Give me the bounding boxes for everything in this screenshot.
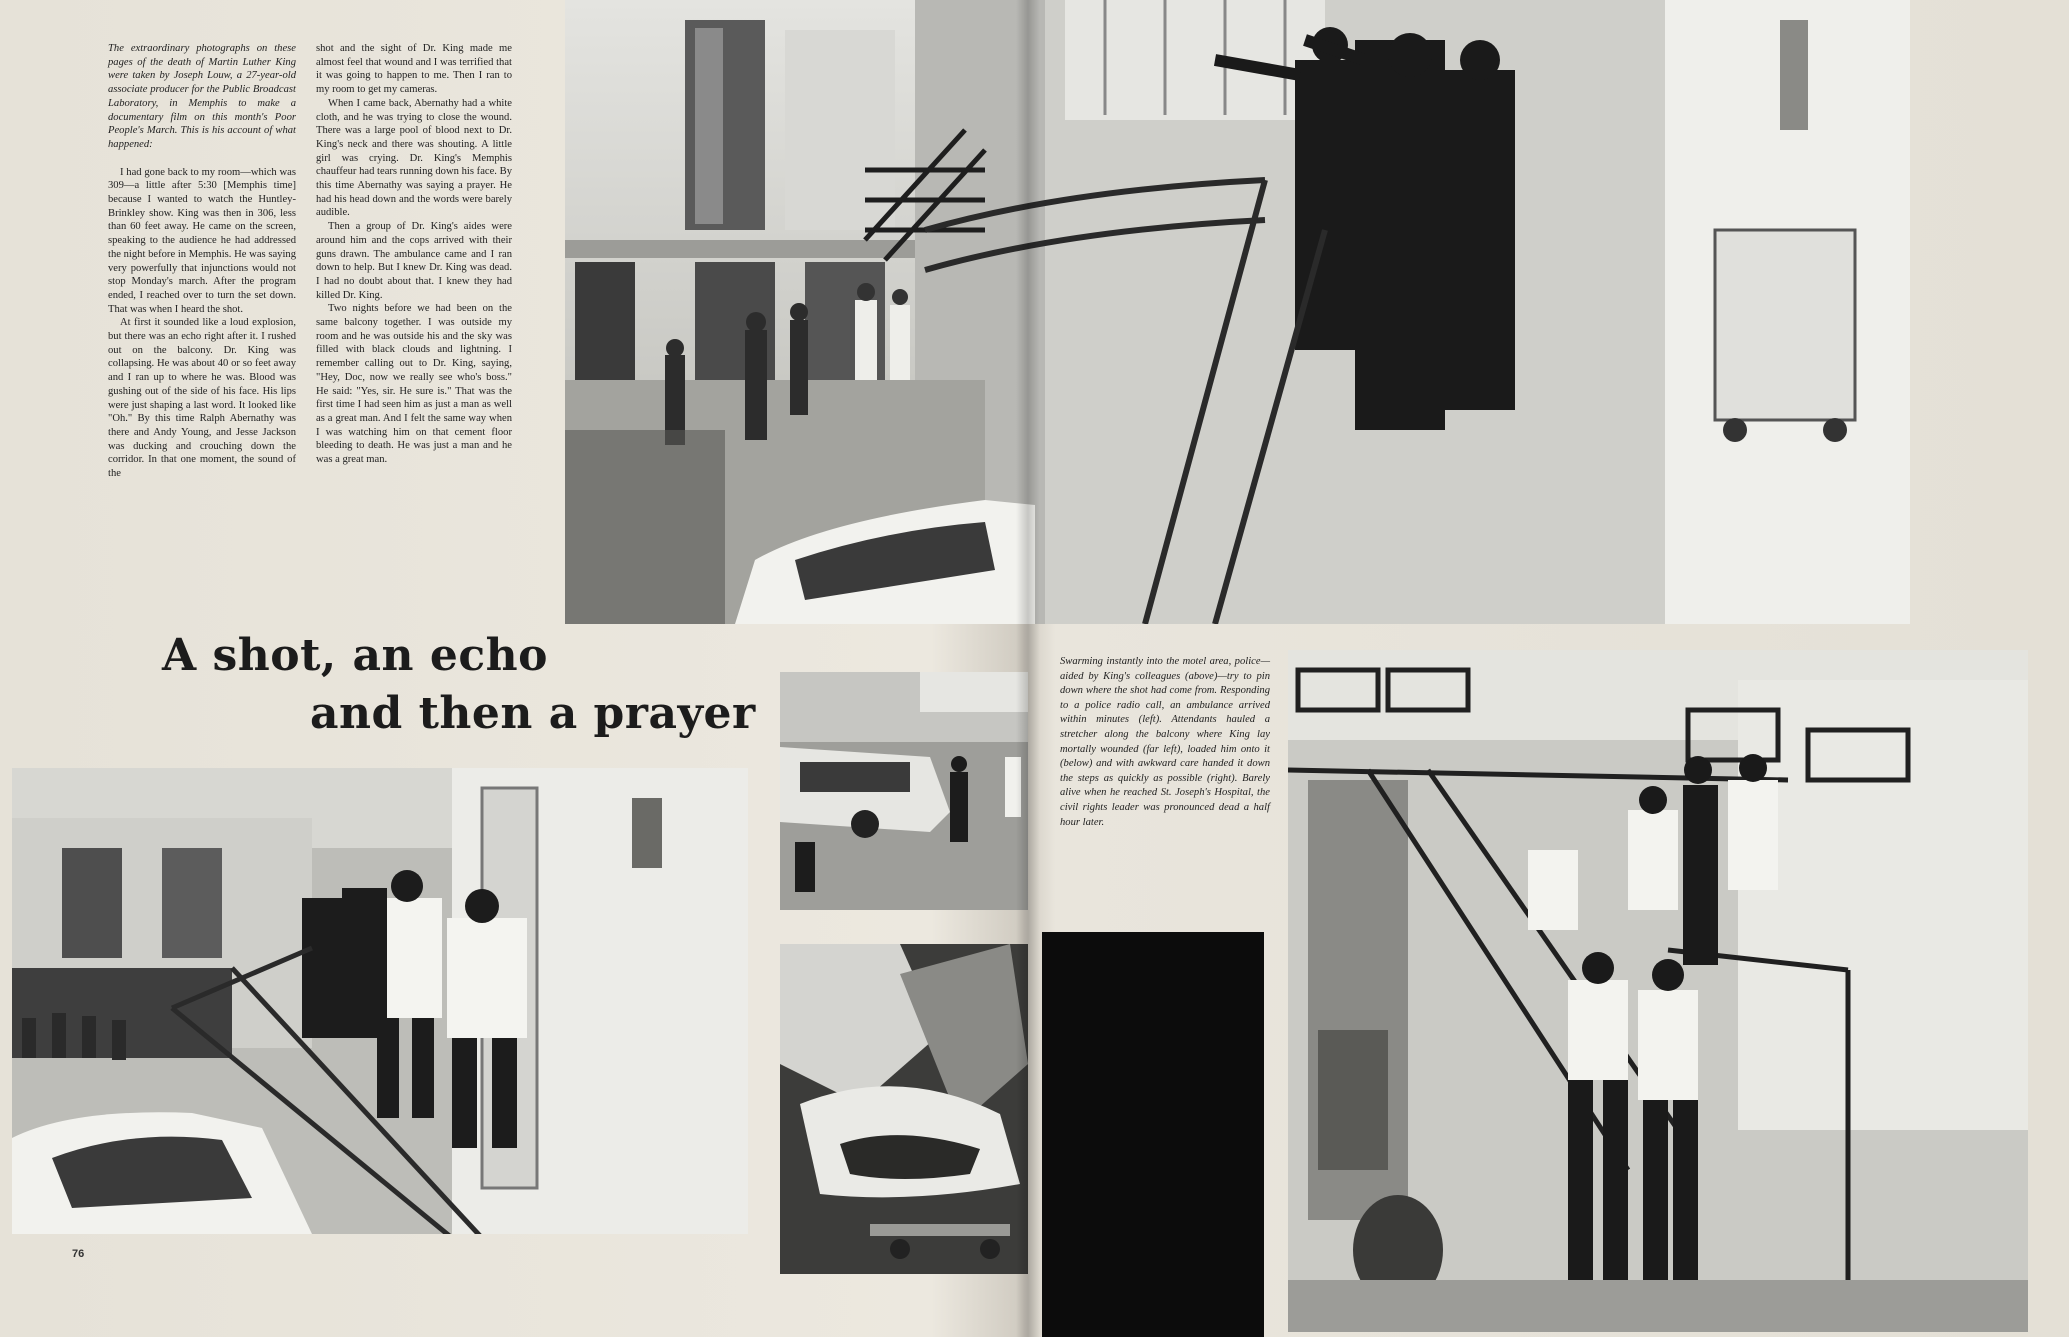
photo-caption: Swarming instantly into the motel area, police—aided by King's colleagues (above)—try to pin down where the shot had come from. Responding to a police radio call, an ambulance arrived within minutes (left). Attendants hauled a stretcher along the balcony where King lay mortally wounded (far left), loaded him onto it (below) and with awkward care handed it down the steps as quickly as possible (right). Barely alive when he reached St. Joseph's Hospital, the civil rights leader was pronounced dead a half hour later.: [1060, 656, 1270, 828]
body-paragraph: Then a group of Dr. King's aides were around him and the cops arrived with their guns drawn. The ambulance came and I ran down to help. But I knew Dr. King was dead. I had no doubt about that. I knew they had killed Dr. King.: [316, 221, 512, 301]
body-paragraph: At first it sounded like a loud explosion, but there was an echo right after it. I rushed out on the balcony. Dr. King was collapsing. He was about 40 or so feet away and I ran up to where he was. Blood was gushing out of the side of his face. His lips were just shaping a last word. It looked like "Oh." By this time Ralph Abernathy was there and Andy Young, and Jesse Jackson was ducking and crouching down the corridor. In that one moment, the sound of the: [108, 317, 296, 480]
stairs-carry-photo: [1288, 650, 2028, 1332]
page-number: 76: [72, 1248, 85, 1260]
stretcher-balcony-photo: [12, 768, 748, 1234]
balcony-pointing-photo: [565, 0, 1910, 624]
stretcher-closeup-photo: [780, 944, 1028, 1274]
body-paragraph: I had gone back to my room—which was 309—a little after 5:30 [Memphis time] because I wanted to watch the Huntley-Brinkley show. King was then in 306, less than 60 feet away. He came on the screen, speaking to the audience he had addressed the night before in Memphis. He was saying very powerfully that injunctions would not stop Monday's march. After the program ended, I reached over to turn the set down. That was when I heard the shot.: [108, 166, 296, 315]
headline-line-2: and then a prayer: [310, 688, 756, 739]
body-paragraph: When I came back, Abernathy had a white cloth, and he was trying to close the wound. There was a large pool of blood next to Dr. King's neck and there was shouting. A little girl was crying. Dr. King's Memphis chauffeur had tears running down his face. By this time Abernathy was saying a prayer. He had his head down and the words were barely audible.: [316, 97, 512, 219]
article-column-2: [316, 42, 512, 467]
body-paragraph: shot and the sight of Dr. King made me almost feel that wound and I was terrified that it was going to happen to me. Then I ran to my room to get my cameras.: [316, 43, 512, 96]
ambulance-arrival-photo: [780, 672, 1028, 910]
dark-photo-panel: [1042, 932, 1264, 1337]
headline-line-1: A shot, an echo: [162, 630, 548, 681]
body-paragraph: Two nights before we had been on the same balcony together. I was outside my room and he was outside his and the sky was filled with black clouds and lightning. I remember calling out to Dr. King, saying, "Hey, Doc, now we really see who's boss." He said: "Yes, sir. He sure is." That was the first time I had seen him as just a man as well as a great man. And I felt the same way when I was watching him on that cement floor bleeding to death. He was just a man and he was a great man.: [316, 303, 512, 466]
article-column-1: [108, 42, 296, 481]
intro-paragraph: The extraordinary photographs on these pages of the death of Martin Luther King were taken by Joseph Louw, a 27-year-old associate producer for the Public Broadcast Laboratory, in Memphis to make a documentary film on this month's Poor People's March. This is his account of what happened:: [108, 43, 296, 150]
